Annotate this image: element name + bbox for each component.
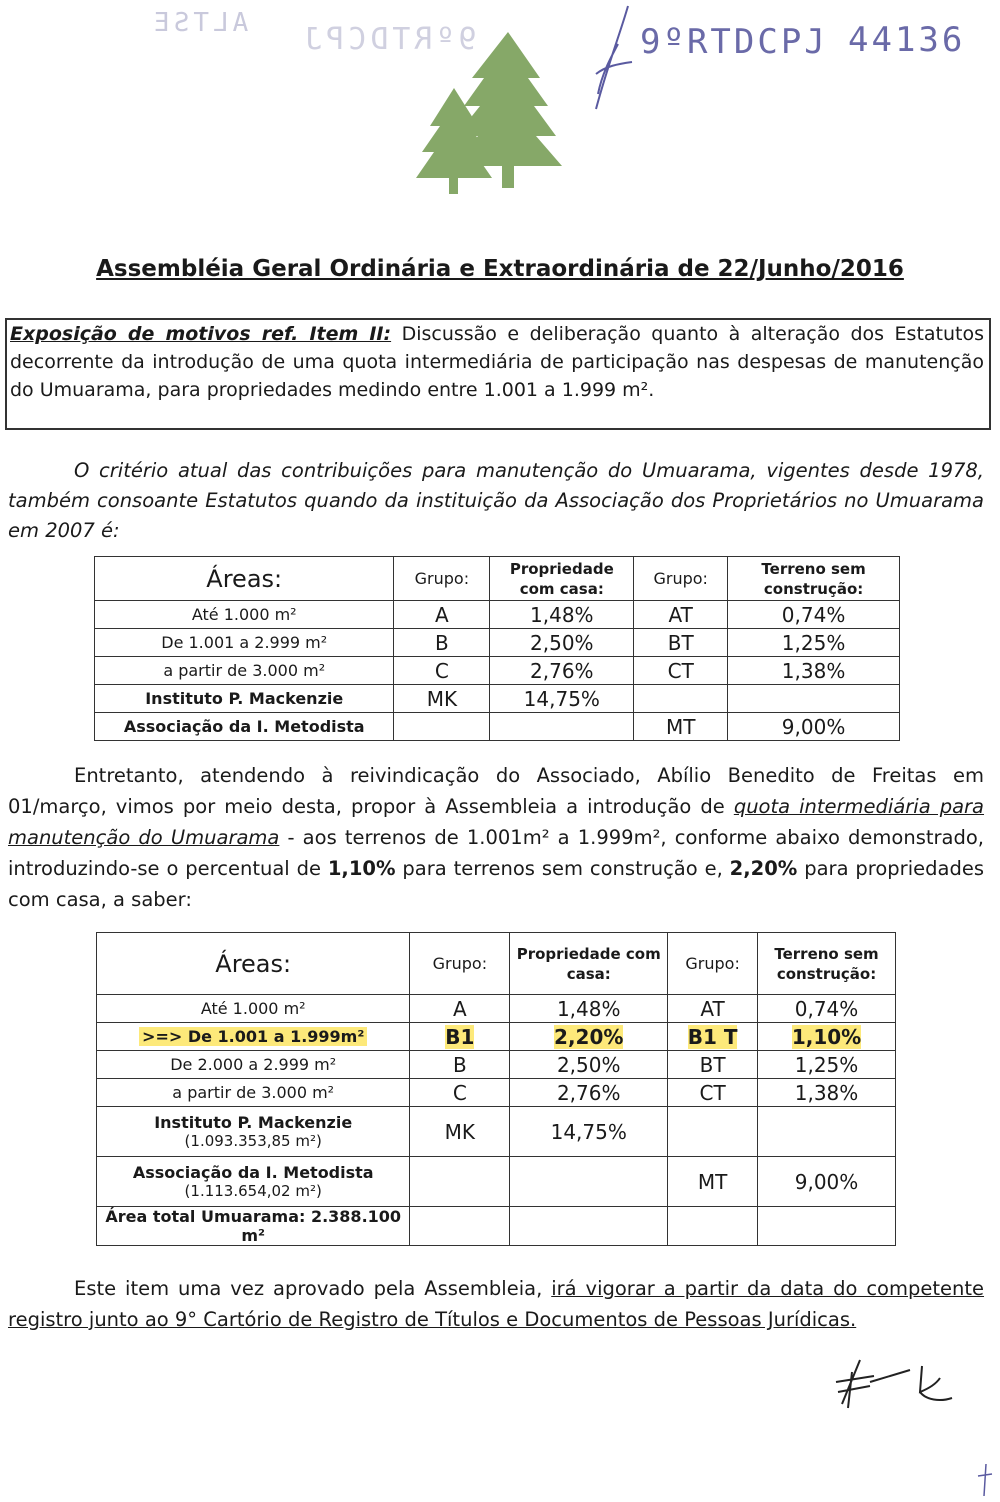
cell-terreno: 0,74% bbox=[728, 601, 900, 629]
header-terreno: Terreno sem construção: bbox=[758, 933, 896, 995]
table-row bbox=[95, 601, 900, 629]
table-row-total bbox=[97, 1207, 896, 1246]
cell-grupo bbox=[410, 1207, 510, 1246]
cell-terreno bbox=[758, 1207, 896, 1246]
cell-area: Até 1.000 m² bbox=[95, 601, 394, 629]
cell-casa bbox=[490, 713, 634, 741]
proposta-quota: quota intermediária para manutenção do Umuarama bbox=[8, 795, 985, 849]
mackenzie-name: Instituto P. Mackenzie bbox=[154, 1113, 353, 1132]
cell-area: a partir de 3.000 m² bbox=[97, 1079, 410, 1107]
cell-terreno: 0,74% bbox=[758, 995, 896, 1023]
header-grupo-2: Grupo: bbox=[634, 557, 728, 601]
cell-grupo2 bbox=[668, 1107, 758, 1157]
highlighted-area: >=> De 1.001 a 1.999m² bbox=[139, 1027, 367, 1046]
cell-casa: 1,48% bbox=[510, 995, 668, 1023]
table-row bbox=[97, 995, 896, 1023]
paragraph-vigencia bbox=[8, 1273, 984, 1335]
cell-grupo2: BT bbox=[668, 1051, 758, 1079]
highlighted-grupo: B1 bbox=[445, 1024, 475, 1049]
cell-grupo bbox=[410, 1157, 510, 1207]
metodista-name: Associação da I. Metodista bbox=[132, 1163, 374, 1182]
cell-terreno: 1,38% bbox=[758, 1079, 896, 1107]
cell-casa bbox=[510, 1157, 668, 1207]
registry-number: 44136 bbox=[848, 20, 966, 60]
cell-grupo2: BT bbox=[634, 629, 728, 657]
metodista-size: (1.113.654,02 m²) bbox=[184, 1182, 322, 1200]
cell-grupo2: CT bbox=[668, 1079, 758, 1107]
cell-grupo2 bbox=[668, 1207, 758, 1246]
cell-grupo: B bbox=[410, 1051, 510, 1079]
cell-grupo: MK bbox=[394, 685, 490, 713]
pine-tree-logo-icon bbox=[412, 28, 572, 198]
cell-casa: 14,75% bbox=[490, 685, 634, 713]
proposta-text-1: Entretanto, atendendo à reivindicação do Associado, Abílio Benedito de Freitas em 01/março, vimos por meio desta, propor à Assembleia a introdução de bbox=[8, 764, 984, 818]
current-quota-table bbox=[94, 556, 900, 741]
table-row bbox=[97, 1079, 896, 1107]
proposed-quota-table bbox=[96, 932, 896, 1246]
registry-stamp: 9ºRTDCPJ bbox=[640, 22, 828, 62]
proposta-text-2: - aos terrenos de 1.001m² a 1.999m², conforme abaixo demonstrado, introduzindo-se o percentual de bbox=[8, 826, 984, 880]
header-grupo: Grupo: bbox=[410, 933, 510, 995]
paragraph-criterio bbox=[8, 456, 984, 546]
total-area: Área total Umuarama: 2.388.100 m² bbox=[97, 1207, 410, 1246]
cell-grupo2: AT bbox=[634, 601, 728, 629]
header-propriedade: Propriedade com casa: bbox=[510, 933, 668, 995]
exposicao-heading: Exposição de motivos ref. Item II: bbox=[10, 323, 392, 345]
cell-area: Até 1.000 m² bbox=[97, 995, 410, 1023]
cell-grupo: A bbox=[410, 995, 510, 1023]
cell-area: a partir de 3.000 m² bbox=[95, 657, 394, 685]
paragraph-criterio-text: O critério atual das contribuições para manutenção do Umuarama, vigentes desde 1978, também consoante Estatutos quando da instituição da Associação dos Proprietários no Umuarama em 2007 é: bbox=[8, 459, 984, 542]
proposta-pct-terreno: 1,10% bbox=[327, 857, 396, 880]
exposicao-body: Discussão e deliberação quanto à alteração dos Estatutos decorrente da introdução de uma quota intermediária de participação nas despesas de manutenção do Umuarama, para propriedades medindo entre 1.001 a 1.999 m². bbox=[10, 323, 984, 401]
table-row bbox=[95, 713, 900, 741]
handwritten-initials bbox=[830, 1352, 980, 1422]
header-grupo: Grupo: bbox=[394, 557, 490, 601]
cell-casa: 1,48% bbox=[490, 601, 634, 629]
cell-terreno: 1,38% bbox=[728, 657, 900, 685]
handwritten-mark bbox=[588, 4, 638, 119]
cell-terreno: 1,25% bbox=[758, 1051, 896, 1079]
proposta-pct-casa: 2,20% bbox=[729, 857, 798, 880]
table-row bbox=[97, 1157, 896, 1207]
cell-casa: 2,50% bbox=[510, 1051, 668, 1079]
cell-area bbox=[97, 1157, 410, 1207]
cell-grupo: A bbox=[394, 601, 490, 629]
cell-area bbox=[97, 1023, 410, 1051]
cell-grupo: C bbox=[410, 1079, 510, 1107]
header-propriedade: Propriedade com casa: bbox=[490, 557, 634, 601]
highlighted-casa: 2,20% bbox=[554, 1024, 624, 1049]
cell-casa: 2,50% bbox=[490, 629, 634, 657]
vigencia-underlined: irá vigorar a partir da data do competente registro junto ao 9° Cartório de Registro de Títulos e Documentos de Pessoas Jurídicas. bbox=[8, 1277, 985, 1331]
header-grupo-2: Grupo: bbox=[668, 933, 758, 995]
proposta-text-4: para propriedades com casa, a saber: bbox=[8, 857, 984, 911]
page-title: Assembléia Geral Ordinária e Extraordinária de 22/Junho/2016 bbox=[96, 256, 904, 282]
table-row bbox=[95, 629, 900, 657]
cell-grupo2: MT bbox=[634, 713, 728, 741]
exposicao-text bbox=[10, 320, 984, 404]
highlighted-terreno: 1,10% bbox=[791, 1024, 862, 1049]
cell-grupo: MK bbox=[410, 1107, 510, 1157]
table-row bbox=[95, 657, 900, 685]
margin-mark bbox=[976, 1462, 996, 1500]
cell-grupo2: MT bbox=[668, 1157, 758, 1207]
vigencia-text: Este item uma vez aprovado pela Assembleia, bbox=[74, 1277, 552, 1300]
mackenzie-size: (1.093.353,85 m²) bbox=[184, 1132, 322, 1150]
faded-stamp-mirror: ALTSE bbox=[150, 8, 249, 38]
cell-grupo2 bbox=[634, 685, 728, 713]
proposta-text-3: para terrenos sem construção e, bbox=[395, 857, 730, 880]
cell-area: De 1.001 a 2.999 m² bbox=[95, 629, 394, 657]
cell-area: Instituto P. Mackenzie bbox=[95, 685, 394, 713]
cell-casa: 2,76% bbox=[490, 657, 634, 685]
cell-terreno: 9,00% bbox=[728, 713, 900, 741]
cell-terreno: 9,00% bbox=[758, 1157, 896, 1207]
cell-area: Associação da I. Metodista bbox=[95, 713, 394, 741]
header-terreno: Terreno sem construção: bbox=[728, 557, 900, 601]
cell-grupo: C bbox=[394, 657, 490, 685]
cell-casa bbox=[510, 1207, 668, 1246]
header-areas: Áreas: bbox=[97, 933, 410, 995]
cell-grupo2: CT bbox=[634, 657, 728, 685]
paragraph-proposta bbox=[8, 760, 984, 915]
cell-casa: 14,75% bbox=[510, 1107, 668, 1157]
cell-terreno: 1,25% bbox=[728, 629, 900, 657]
cell-area bbox=[97, 1107, 410, 1157]
table-row bbox=[97, 1107, 896, 1157]
header-areas: Áreas: bbox=[95, 557, 394, 601]
table-row bbox=[95, 685, 900, 713]
cell-terreno bbox=[728, 685, 900, 713]
cell-terreno bbox=[758, 1107, 896, 1157]
table-row bbox=[97, 1051, 896, 1079]
cell-casa: 2,76% bbox=[510, 1079, 668, 1107]
table-row-highlighted bbox=[97, 1023, 896, 1051]
cell-grupo bbox=[394, 713, 490, 741]
cell-grupo2: AT bbox=[668, 995, 758, 1023]
cell-area: De 2.000 a 2.999 m² bbox=[97, 1051, 410, 1079]
faded-stamp-mirror-2: 9ºRTDCPJ bbox=[300, 22, 477, 57]
cell-grupo: B bbox=[394, 629, 490, 657]
highlighted-grupo2: B1 T bbox=[687, 1024, 738, 1049]
